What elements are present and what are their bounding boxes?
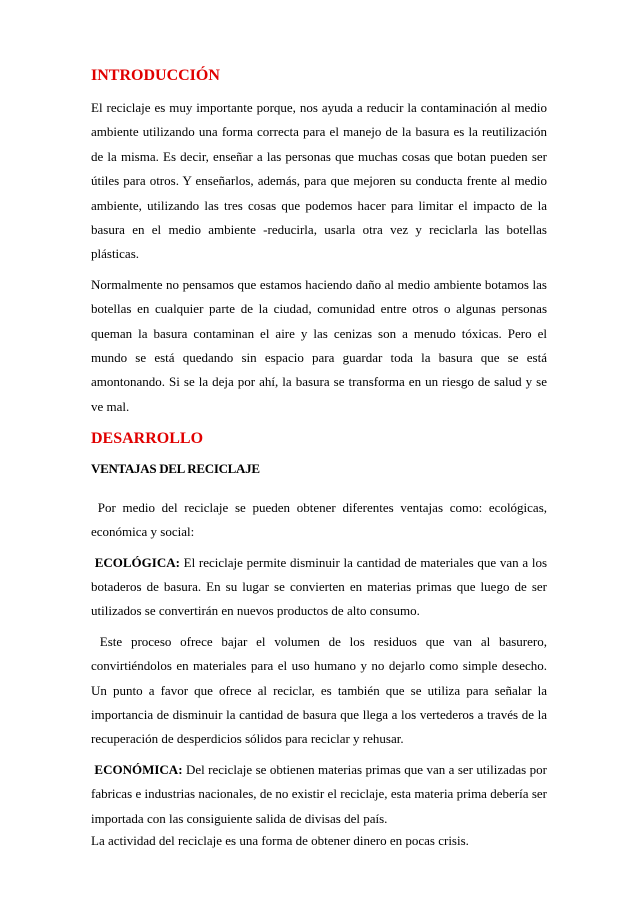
document-page (91, 66, 547, 857)
ecologica-paragraph (91, 551, 547, 624)
intro-paragraph-2: Normalmente no pensamos que estamos haciendo daño al medio ambiente botamos las botellas en cualquier parte de la ciudad, comunidad entre otros o algunas personas queman la basura contaminan el aire y las cenizas son a menudo tóxicas. Pero el mundo se está quedando sin espacio para guardar toda la basura que se está amontonando. Si se la deja por ahí, la basura se transforma en un riesgo de salud y se ve mal. (91, 276, 547, 414)
proceso-text: Este proceso ofrece bajar el volumen de los residuos que van al basurero, convirtiéndolos en materiales para el uso humano y no dejarlo como simple desecho. Un punto a favor que ofrece al reciclar, es también que se utiliza para señalar la importancia de disminuir la cantidad de basura que llega a los vertederos a través de la recuperación de desperdicios sólidos para reciclar y rehusar. (91, 633, 547, 747)
advantages-intro-paragraph (91, 496, 547, 545)
advantages-intro-text: Por medio del reciclaje se pueden obtener diferentes ventajas como: ecológicas, económica y social: (91, 499, 548, 540)
advantages-subheading: VENTAJAS DEL RECICLAJE (91, 461, 260, 477)
economica-text: Del reciclaje se obtienen materias primas que van a ser utilizadas por fabricas e industrias nacionales, de no existir el reciclaje, esta materia prima debería ser importada con las consiguiente salida de divisas del país. (91, 761, 547, 826)
ecologica-label: ECOLÓGICA: (94, 554, 180, 570)
ecologica-text: El reciclaje permite disminuir la cantidad de materiales que van a los botaderos de basura. En su lugar se convierten en materias primas que luego de ser utilizados se convertirán en nuevos productos de alto consumo. (91, 554, 547, 619)
proceso-paragraph (91, 630, 547, 752)
economica-paragraph (91, 758, 547, 831)
actividad-paragraph: La actividad del reciclaje es una forma de obtener dinero en pocas crisis. (91, 832, 469, 848)
economica-label: ECONÓMICA: (94, 761, 183, 777)
intro-heading: INTRODUCCIÓN (91, 67, 220, 84)
development-heading: DESARROLLO (91, 430, 204, 448)
intro-paragraph-1: El reciclaje es muy importante porque, nos ayuda a reducir la contaminación al medio ambiente utilizando una forma correcta para el manejo de la basura es la reutilización de la misma. Es decir, enseñar a las personas que muchas cosas que botan pueden ser útiles para otros. Y enseñarlos, además, para que mejoren su conducta frente al medio ambiente, utilizando las tres cosas que podemos hacer para limitar el impacto de la basura en el medio ambiente -reducirla, usarla otra vez y reciclarla las botellas plásticas. (91, 100, 547, 262)
